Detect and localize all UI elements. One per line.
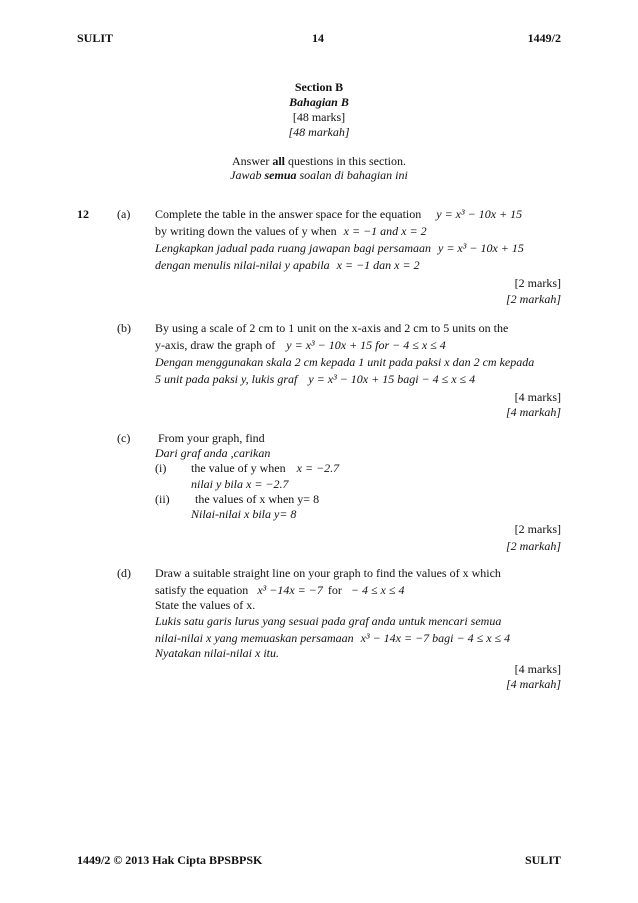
part-a-text2: by writing down the values of y when xyxy=(155,224,337,238)
part-d-label: (d) xyxy=(117,566,131,580)
part-b-label: (b) xyxy=(117,321,131,335)
part-a-line3 xyxy=(155,241,524,256)
footer-right: SULIT xyxy=(524,853,561,867)
part-b-equation: y = x³ − 10x + 15 for − 4 ≤ x ≤ 4 xyxy=(286,338,446,352)
part-c-marks: [2 marks] xyxy=(514,522,561,536)
part-c-ii-text: the values of x when y= 8 xyxy=(195,492,320,506)
part-a-line4 xyxy=(155,258,420,273)
question-number: 12 xyxy=(77,207,89,221)
part-b-line3: Dengan menggunakan skala 2 cm kepada 1 unit pada paksi x dan 2 cm kepada xyxy=(155,355,535,369)
part-a-marks: [2 marks] xyxy=(514,276,561,290)
part-d-marks: [4 marks] xyxy=(514,662,561,676)
instruction-emphasis: all xyxy=(272,154,285,168)
part-d-range: − 4 ≤ x ≤ 4 xyxy=(350,583,405,597)
instruction-text: Answer xyxy=(232,154,273,168)
part-b-malay-equation: y = x³ − 10x + 15 bagi − 4 ≤ x ≤ 4 xyxy=(308,372,476,386)
part-d-line6: Nyatakan nilai-nilai x itu. xyxy=(155,646,279,660)
section-instruction xyxy=(0,154,638,169)
section-heading xyxy=(0,80,638,140)
section-instruction-malay xyxy=(0,168,638,183)
instruction-malay-emphasis: semua xyxy=(264,168,297,182)
part-a-malay-text: Lengkapkan jadual pada ruang jawapan bagi persamaan xyxy=(155,241,431,255)
part-d-line5 xyxy=(155,631,510,646)
part-a-malay-equation: y = x³ − 10x + 15 xyxy=(438,241,524,255)
part-c-label: (c) xyxy=(117,431,131,445)
part-b-malay-text: 5 unit pada paksi y, lukis graf xyxy=(155,372,298,386)
footer-left: 1449/2 © 2013 Hak Cipta BPSBPSK xyxy=(77,853,263,867)
part-a-malay-condition: x = −1 dan x = 2 xyxy=(336,258,420,272)
part-b-marks-malay: [4 markah] xyxy=(505,405,561,419)
part-c-i-label: (i) xyxy=(155,461,167,475)
part-a-label: (a) xyxy=(117,207,131,221)
header-left: SULIT xyxy=(77,31,114,45)
part-a-malay-text2: dengan menulis nilai-nilai y apabila xyxy=(155,258,330,272)
section-marks: [48 marks] xyxy=(292,110,346,124)
section-marks-malay: [48 markah] xyxy=(288,125,350,139)
part-a-line2 xyxy=(155,224,427,239)
part-d-line3: State the values of x. xyxy=(155,598,256,612)
part-d-for: for xyxy=(327,583,342,597)
instruction-text-end: questions in this section. xyxy=(285,154,406,168)
part-d-text2: satisfy the equation xyxy=(155,583,249,597)
part-a-text: Complete the table in the answer space for the equation xyxy=(155,207,422,221)
part-d-malay-equation: x³ − 14x = −7 bagi − 4 ≤ x ≤ 4 xyxy=(360,631,511,645)
instruction-malay-text-end: soalan di bahagian ini xyxy=(296,168,408,182)
part-b-line4 xyxy=(155,372,475,387)
instruction-malay-text: Jawab xyxy=(230,168,265,182)
section-title: Section B xyxy=(294,80,344,94)
part-d-line2 xyxy=(155,583,404,598)
part-b-marks: [4 marks] xyxy=(514,390,561,404)
part-d-line1: Draw a suitable straight line on your graph to find the values of x which xyxy=(155,566,501,580)
part-c-i-text xyxy=(191,461,339,476)
part-c-marks-malay: [2 markah] xyxy=(505,539,561,553)
part-d-marks-malay: [4 markah] xyxy=(505,677,561,691)
part-c-i-equation: x = −2.7 xyxy=(296,461,340,475)
part-c-ii-malay: Nilai-nilai x bila y= 8 xyxy=(191,507,297,521)
part-d-line4: Lukis satu garis lurus yang sesuai pada graf anda untuk mencari semua xyxy=(155,614,502,628)
part-b-line1: By using a scale of 2 cm to 1 unit on the x-axis and 2 cm to 5 units on the xyxy=(155,321,509,335)
part-a-condition: x = −1 and x = 2 xyxy=(343,224,427,238)
part-c-line1: From your graph, find xyxy=(158,431,265,445)
part-c-i-malay: nilai y bila x = −2.7 xyxy=(191,477,289,491)
part-a-marks-malay: [2 markah] xyxy=(505,292,561,306)
section-title-malay: Bahagian B xyxy=(289,95,349,109)
part-c-line2: Dari graf anda ,carikan xyxy=(155,446,271,460)
part-b-text2: y-axis, draw the graph of xyxy=(155,338,276,352)
page-number: 14 xyxy=(312,31,324,45)
part-a-line1 xyxy=(155,207,522,222)
part-c-i-question: the value of y when xyxy=(191,461,286,475)
part-d-malay-text: nilai-nilai x yang memuaskan persamaan xyxy=(155,631,354,645)
part-d-equation: x³ −14x = −7 xyxy=(257,583,323,597)
part-c-ii-label: (ii) xyxy=(155,492,170,506)
header-right: 1449/2 xyxy=(527,31,561,45)
part-b-line2 xyxy=(155,338,446,353)
part-a-equation: y = x³ − 10x + 15 xyxy=(436,207,523,221)
